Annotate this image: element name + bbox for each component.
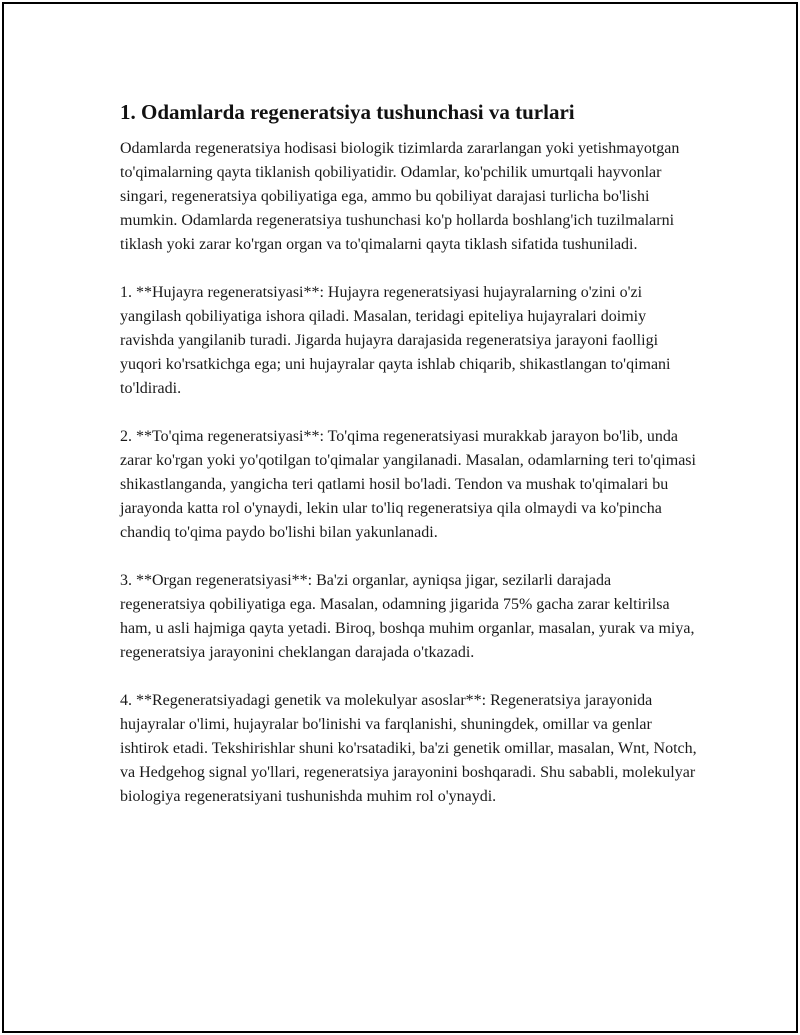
cell-regeneration-paragraph: 1. **Hujayra regeneratsiyasi**: Hujayra regeneratsiyasi hujayralarning o'zini o'zi yangilash qobiliyatiga ishora qiladi. Masalan, teridagi epiteliya hujayralari doimiy ravishda yangilanib turadi. Jigarda hujayra darajasida regeneratsiya jarayoni faolligi yuqori ko'rsatkichga ega; uni hujayralar qayta ishlab chiqarib, shikastlangan to'qimani to'ldiradi.: [120, 284, 671, 397]
document-body: [120, 99, 700, 833]
organ-regeneration-paragraph: 3. **Organ regeneratsiyasi**: Ba'zi organlar, ayniqsa jigar, sezilarli darajada regeneratsiya qobiliyatiga ega. Masalan, odamning jigarida 75% gacha zarar keltirilsa ham, u asli hajmiga qayta yetadi. Biroq, boshqa muhim organlar, masalan, yurak va miya, regeneratsiya jarayonini cheklangan darajada o'tkazadi.: [120, 572, 695, 661]
document-page: [2, 2, 798, 1033]
tissue-regeneration-paragraph: 2. **To'qima regeneratsiyasi**: To'qima regeneratsiyasi murakkab jarayon bo'lib, unda zarar ko'rgan yoki yo'qotilgan to'qimalar yangilanadi. Masalan, odamlarning teri to'qimasi shikastlanganda, yangicha teri qatlami hosil bo'ladi. Tendon va mushak to'qimalari bu jarayonda katta rol o'ynaydi, lekin ular to'liq regeneratsiya qila olmaydi va ko'pincha chandiq to'qima paydo bo'lishi bilan yakunlanadi.: [120, 428, 696, 541]
genetic-basis-paragraph: 4. **Regeneratsiyadagi genetik va molekulyar asoslar**: Regeneratsiya jarayonida hujayralar o'limi, hujayralar bo'linishi va farqlanishi, shuningdek, omillar va genlar ishtirok etadi. Tekshirishlar shuni ko'rsatadiki, ba'zi genetik omillar, masalan, Wnt, Notch, va Hedgehog signal yo'llari, regeneratsiya jarayonini boshqaradi. Shu sababli, molekulyar biologiya regeneratsiyani tushunishda muhim rol o'ynaydi.: [120, 692, 697, 805]
intro-paragraph: Odamlarda regeneratsiya hodisasi biologik tizimlarda zararlangan yoki yetishmayotgan to'qimalarning qayta tiklanish qobiliyatidir. Odamlar, ko'pchilik umurtqali hayvonlar singari, regeneratsiya qobiliyatiga ega, ammo bu qobiliyat darajasi turlicha bo'lishi mumkin. Odamlarda regeneratsiya tushunchasi ko'p hollarda boshlang'ich tuzilmalarni tiklash yoki zarar ko'rgan organ va to'qimalarni qayta tiklash sifatida tushuniladi.: [120, 140, 680, 253]
section-heading: 1. Odamlarda regeneratsiya tushunchasi va turlari: [120, 100, 575, 124]
